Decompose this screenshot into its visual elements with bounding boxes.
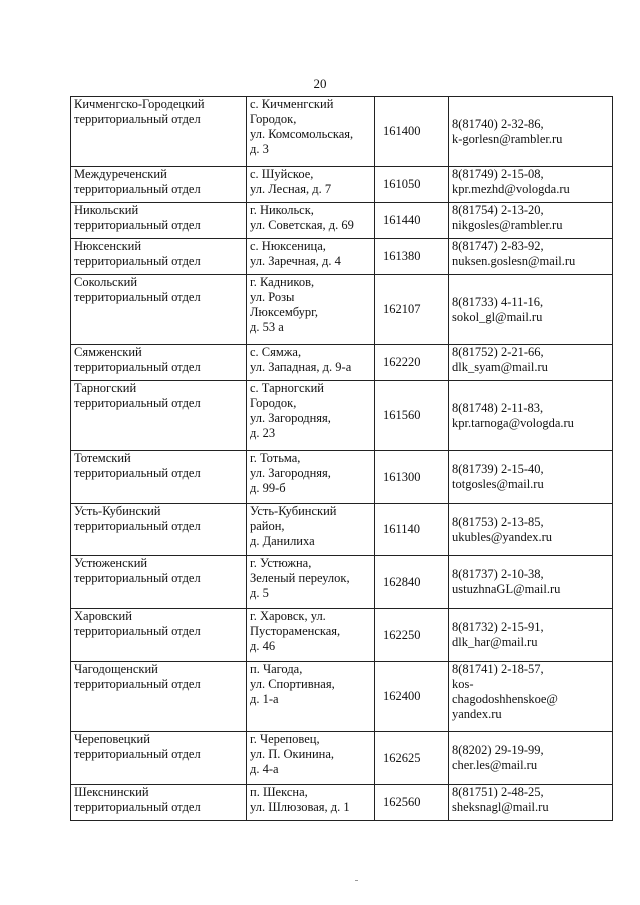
contact-cell xyxy=(449,97,613,167)
email-address: ustuzhnaGL@mail.ru xyxy=(452,582,561,596)
office-name-line: Тотемский xyxy=(74,451,131,465)
phone-number: 8(81748) 2-11-83, xyxy=(452,400,544,415)
office-name-cell xyxy=(71,504,247,556)
address-line: д. 99-б xyxy=(250,481,286,495)
address-line: г. Никольск, xyxy=(250,203,314,217)
postal-index-cell xyxy=(375,504,449,556)
email-address: sheksnagl@mail.ru xyxy=(452,800,549,814)
table-row xyxy=(71,556,613,609)
office-name-cell xyxy=(71,381,247,451)
address-cell xyxy=(247,97,375,167)
email-address: kpr.mezhd@vologda.ru xyxy=(452,182,570,196)
address-line: д. 3 xyxy=(250,142,269,156)
contact-cell xyxy=(449,203,613,239)
email-address: nuksen.goslesn@mail.ru xyxy=(452,254,576,268)
contact-cell xyxy=(449,167,613,203)
postal-index-cell xyxy=(375,239,449,275)
email-address: dlk_har@mail.ru xyxy=(452,635,538,649)
territorial-offices-table xyxy=(70,96,613,821)
address-line: с. Тарногский xyxy=(250,381,324,395)
postal-index: 162107 xyxy=(383,302,421,316)
phone-number: 8(81752) 2-21-66, xyxy=(452,345,544,359)
office-name-line: территориальный отдел xyxy=(74,360,201,374)
office-name-line: территориальный отдел xyxy=(74,112,201,126)
office-name-line: Сямженский xyxy=(74,345,142,359)
phone-number: 8(81737) 2-10-38, xyxy=(452,567,544,581)
address-line: д. Данилиха xyxy=(250,534,315,548)
address-line: ул. П. Окинина, xyxy=(250,747,334,761)
phone-number: 8(81733) 4-11-16, xyxy=(452,294,544,309)
email-address: cher.les@mail.ru xyxy=(452,758,538,772)
office-name-cell xyxy=(71,239,247,275)
office-name-cell xyxy=(71,203,247,239)
address-line: д. 53 а xyxy=(250,320,284,334)
address-cell xyxy=(247,785,375,821)
office-name-cell xyxy=(71,662,247,732)
email-address: k-gorlesn@rambler.ru xyxy=(452,131,563,146)
office-name-cell xyxy=(71,785,247,821)
table-row xyxy=(71,275,613,345)
address-line: д. 1-а xyxy=(250,692,279,706)
postal-index: 161560 xyxy=(383,408,421,422)
office-name-cell xyxy=(71,451,247,504)
phone-number: 8(81741) 2-18-57, xyxy=(452,662,544,676)
address-line: с. Шуйское, xyxy=(250,167,314,181)
contact-cell xyxy=(449,451,613,504)
address-cell xyxy=(247,504,375,556)
table-body xyxy=(71,97,613,821)
office-name-cell xyxy=(71,609,247,662)
office-name-line: территориальный отдел xyxy=(74,466,201,480)
office-name-line: территориальный отдел xyxy=(74,800,201,814)
email-address: chagodoshhenskoe@ xyxy=(452,692,558,706)
postal-index-cell xyxy=(375,451,449,504)
office-name-line: Нюксенский xyxy=(74,239,142,253)
office-name-cell xyxy=(71,556,247,609)
phone-number: 8(81754) 2-13-20, xyxy=(452,203,544,217)
office-name-line: Усть-Кубинский xyxy=(74,504,161,518)
office-name-line: территориальный отдел xyxy=(74,677,201,691)
address-line: ул. Загородняя, xyxy=(250,466,331,480)
table-row xyxy=(71,167,613,203)
address-line: г. Череповец, xyxy=(250,732,320,746)
postal-index-cell xyxy=(375,345,449,381)
table-row xyxy=(71,785,613,821)
phone-number: 8(81753) 2-13-85, xyxy=(452,514,544,529)
email-address: ukubles@yandex.ru xyxy=(452,529,553,544)
scan-speck xyxy=(355,880,358,881)
office-name-line: Шекснинский xyxy=(74,785,149,799)
address-cell xyxy=(247,239,375,275)
table-row xyxy=(71,609,613,662)
office-name-line: территориальный отдел xyxy=(74,519,201,533)
office-name-line: Сокольский xyxy=(74,275,138,289)
address-line: Усть-Кубинский xyxy=(250,504,337,518)
postal-index-cell xyxy=(375,203,449,239)
office-name-line: Чагодощенский xyxy=(74,662,158,676)
office-name-cell xyxy=(71,97,247,167)
address-line: с. Нюксеница, xyxy=(250,239,326,253)
postal-index-cell xyxy=(375,662,449,732)
office-name-line: Харовский xyxy=(74,609,132,623)
postal-index: 162560 xyxy=(383,795,421,809)
email-address: totgosles@mail.ru xyxy=(452,477,544,491)
address-cell xyxy=(247,556,375,609)
contact-cell xyxy=(449,785,613,821)
address-line: г. Устюжна, xyxy=(250,556,312,570)
office-name-line: территориальный отдел xyxy=(74,290,201,304)
contact-cell xyxy=(449,381,613,451)
office-name-line: территориальный отдел xyxy=(74,396,201,410)
contact-cell xyxy=(449,345,613,381)
office-name-line: Череповецкий xyxy=(74,732,150,746)
address-line: район, xyxy=(250,519,285,533)
postal-index-cell xyxy=(375,275,449,345)
address-cell xyxy=(247,451,375,504)
email-address: yandex.ru xyxy=(452,707,502,721)
postal-index: 161440 xyxy=(383,213,421,227)
table-row xyxy=(71,381,613,451)
phone-number: 8(81747) 2-83-92, xyxy=(452,239,544,253)
postal-index: 162250 xyxy=(383,627,421,642)
address-line: г. Тотьма, xyxy=(250,451,301,465)
address-line: д. 23 xyxy=(250,426,276,440)
email-address: nikgosles@rambler.ru xyxy=(452,218,563,232)
address-line: Пустораменская, xyxy=(250,624,341,638)
postal-index: 161140 xyxy=(383,522,421,536)
office-name-line: территориальный отдел xyxy=(74,571,201,585)
postal-index-cell xyxy=(375,556,449,609)
postal-index-cell xyxy=(375,381,449,451)
address-line: п. Шексна, xyxy=(250,785,308,799)
office-name-line: территориальный отдел xyxy=(74,218,201,232)
page-number: 20 xyxy=(313,76,327,91)
address-line: Городок, xyxy=(250,396,297,410)
office-name-line: территориальный отдел xyxy=(74,624,201,638)
office-name-line: Никольский xyxy=(74,203,139,217)
address-line: Зеленый переулок, xyxy=(250,571,350,585)
email-address: dlk_syam@mail.ru xyxy=(452,360,548,374)
address-cell xyxy=(247,275,375,345)
contact-cell xyxy=(449,662,613,732)
address-line: ул. Заречная, д. 4 xyxy=(250,254,341,268)
contact-cell xyxy=(449,609,613,662)
table-row xyxy=(71,203,613,239)
address-line: д. 5 xyxy=(250,586,269,600)
table-row xyxy=(71,97,613,167)
address-cell xyxy=(247,203,375,239)
address-line: с. Сямжа, xyxy=(250,345,302,359)
phone-number: 8(81732) 2-15-91, xyxy=(452,620,544,634)
table-row xyxy=(71,504,613,556)
office-name-line: Междуреченский xyxy=(74,167,167,181)
postal-index: 161300 xyxy=(383,469,421,484)
address-line: ул. Комсомольская, xyxy=(250,127,354,141)
address-line: ул. Спортивная, xyxy=(250,677,335,691)
phone-number: 8(81740) 2-32-86, xyxy=(452,116,544,131)
address-cell xyxy=(247,167,375,203)
address-cell xyxy=(247,732,375,785)
postal-index-cell xyxy=(375,97,449,167)
phone-number: 8(81751) 2-48-25, xyxy=(452,785,544,799)
table-row xyxy=(71,239,613,275)
postal-index-cell xyxy=(375,609,449,662)
phone-number: 8(8202) 29-19-99, xyxy=(452,743,544,757)
postal-index: 162400 xyxy=(383,689,421,703)
postal-index: 161050 xyxy=(383,177,421,191)
address-line: ул. Советская, д. 69 xyxy=(250,218,354,232)
contact-cell xyxy=(449,504,613,556)
address-line: ул. Розы xyxy=(250,290,295,304)
address-line: ул. Лесная, д. 7 xyxy=(250,182,332,196)
postal-index: 162840 xyxy=(383,574,421,589)
table-row xyxy=(71,662,613,732)
email-address: kpr.tarnoga@vologda.ru xyxy=(452,415,574,430)
office-name-line: территориальный отдел xyxy=(74,182,201,196)
postal-index: 162220 xyxy=(383,355,421,369)
postal-index-cell xyxy=(375,785,449,821)
address-line: г. Кадников, xyxy=(250,275,315,289)
table-row xyxy=(71,451,613,504)
address-line: Городок, xyxy=(250,112,297,126)
address-line: ул. Шлюзовая, д. 1 xyxy=(250,800,350,814)
address-cell xyxy=(247,662,375,732)
address-line: Люксембург, xyxy=(250,305,318,319)
table-row xyxy=(71,345,613,381)
postal-index: 161400 xyxy=(383,124,421,138)
address-line: с. Кичменгский xyxy=(250,97,334,111)
office-name-line: Тарногский xyxy=(74,381,137,395)
office-name-cell xyxy=(71,345,247,381)
address-line: ул. Загородняя, xyxy=(250,411,331,425)
address-cell xyxy=(247,381,375,451)
office-name-line: территориальный отдел xyxy=(74,747,201,761)
postal-index: 161380 xyxy=(383,249,421,263)
contact-cell xyxy=(449,239,613,275)
postal-index-cell xyxy=(375,732,449,785)
office-name-cell xyxy=(71,275,247,345)
address-cell xyxy=(247,609,375,662)
address-line: г. Харовск, ул. xyxy=(250,609,326,623)
address-cell xyxy=(247,345,375,381)
office-name-cell xyxy=(71,167,247,203)
phone-number: 8(81739) 2-15-40, xyxy=(452,462,544,476)
office-name-line: Устюженский xyxy=(74,556,148,570)
address-line: д. 4-а xyxy=(250,762,279,776)
office-name-line: Кичменгско-Городецкий xyxy=(74,97,205,111)
contact-cell xyxy=(449,732,613,785)
contact-cell xyxy=(449,275,613,345)
address-line: ул. Западная, д. 9-а xyxy=(250,360,352,374)
postal-index: 162625 xyxy=(383,750,421,765)
address-line: д. 46 xyxy=(250,639,276,653)
email-address: kos- xyxy=(452,677,474,691)
table-row xyxy=(71,732,613,785)
address-line: п. Чагода, xyxy=(250,662,303,676)
email-address: sokol_gl@mail.ru xyxy=(452,309,543,324)
postal-index-cell xyxy=(375,167,449,203)
office-name-cell xyxy=(71,732,247,785)
office-name-line: территориальный отдел xyxy=(74,254,201,268)
phone-number: 8(81749) 2-15-08, xyxy=(452,167,544,181)
contact-cell xyxy=(449,556,613,609)
